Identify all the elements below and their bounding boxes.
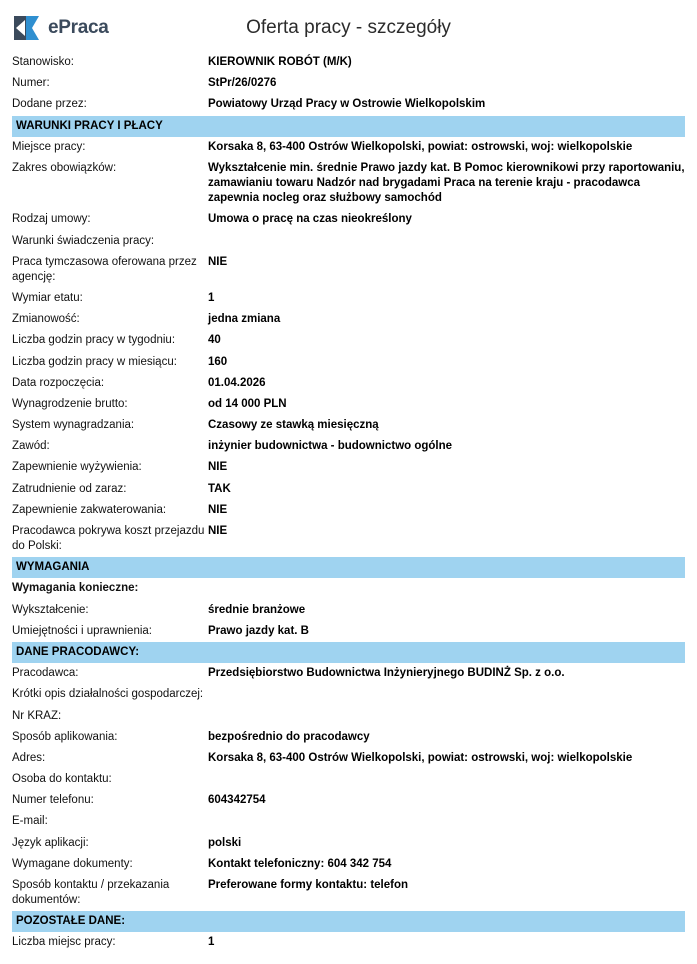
section-header bbox=[12, 642, 685, 663]
table-row bbox=[12, 479, 685, 500]
row-value: Korsaka 8, 63-400 Ostrów Wielkopolski, powiat: ostrowski, woj: wielkopolskie bbox=[208, 140, 633, 153]
table-row bbox=[12, 373, 685, 394]
table-row bbox=[12, 415, 685, 436]
row-label: Data rozpoczęcia: bbox=[12, 376, 105, 389]
row-value bbox=[208, 684, 685, 705]
row-label: Wymiar etatu: bbox=[12, 292, 83, 305]
row-label: Liczba miejsc pracy: bbox=[12, 936, 116, 949]
row-value: polski bbox=[208, 836, 242, 849]
row-label: Umiejętności i uprawnienia: bbox=[12, 624, 152, 637]
row-value: Powiatowy Urząd Pracy w Ostrowie Wielkopolskim bbox=[208, 98, 486, 111]
table-row bbox=[12, 288, 685, 309]
row-label: Zapewnienie zakwaterowania: bbox=[12, 503, 167, 516]
row-value: Preferowane formy kontaktu: telefon bbox=[208, 878, 409, 891]
row-value: Przedsiębiorstwo Budownictwa Inżynieryjnego BUDINŻ Sp. z o.o. bbox=[208, 667, 565, 680]
brand-logo[interactable] bbox=[12, 13, 109, 43]
table-row bbox=[12, 137, 685, 158]
row-value: KIEROWNIK ROBÓT (M/K) bbox=[208, 56, 352, 68]
row-value: TAK bbox=[208, 482, 231, 495]
row-value: Prawo jazdy kat. B bbox=[208, 624, 309, 637]
row-value bbox=[208, 231, 685, 252]
row-label: Numer telefonu: bbox=[12, 794, 94, 807]
brand-prefix: e bbox=[48, 17, 59, 38]
row-label: Liczba godzin pracy w tygodniu: bbox=[12, 334, 176, 347]
row-label: Sposób kontaktu / przekazania dokumentów: bbox=[12, 878, 170, 907]
row-label: System wynagradzania: bbox=[12, 419, 135, 432]
row-label: Adres: bbox=[12, 751, 46, 764]
row-label: Praca tymczasowa oferowana przez agencję: bbox=[12, 255, 197, 283]
row-value: 01.04.2026 bbox=[208, 376, 266, 389]
table-row bbox=[12, 158, 685, 210]
table-row bbox=[12, 684, 685, 705]
section-header bbox=[12, 911, 685, 932]
section-title: POZOSTAŁE DANE: bbox=[12, 911, 685, 932]
row-label: Krótki opis działalności gospodarczej: bbox=[12, 688, 204, 701]
row-value: Kontakt telefoniczny: 604 342 754 bbox=[208, 857, 392, 870]
job-details-table bbox=[12, 52, 685, 954]
row-value: NIE bbox=[208, 255, 228, 268]
row-label: Rodzaj umowy: bbox=[12, 213, 91, 226]
table-row bbox=[12, 706, 685, 727]
row-label: Wykształcenie: bbox=[12, 603, 89, 616]
row-label: Nr KRAZ: bbox=[12, 709, 62, 722]
section-header bbox=[12, 116, 685, 137]
row-label: Pracodawca pokrywa koszt przejazdu do Polski: bbox=[12, 524, 205, 553]
section-title: DANE PRACODAWCY: bbox=[12, 642, 685, 663]
row-value: inżynier budownictwa - budownictwo ogólne bbox=[208, 440, 453, 453]
row-value: Wykształcenie min. średnie Prawo jazdy kat. B Pomoc kierownikowi przy raportowaniu, zamawianiu towaru Nadzór nad brygadami Praca na terenie kraju - pracodawca zapewnia nocleg oraz służbowy samochód bbox=[208, 161, 685, 205]
row-label: Liczba godzin pracy w miesiącu: bbox=[12, 355, 177, 368]
row-value: Czasowy ze stawką miesięczną bbox=[208, 419, 379, 432]
table-row bbox=[12, 231, 685, 252]
row-value: 40 bbox=[208, 334, 221, 347]
row-value bbox=[208, 769, 685, 790]
table-row bbox=[12, 854, 685, 875]
row-label: Wymagane dokumenty: bbox=[12, 857, 133, 870]
row-label: Osoba do kontaktu: bbox=[12, 773, 112, 786]
epraca-logo-icon bbox=[12, 13, 42, 43]
row-label: Pracodawca: bbox=[12, 667, 79, 680]
table-row bbox=[12, 578, 685, 599]
table-row bbox=[12, 457, 685, 478]
row-label: Miejsce pracy: bbox=[12, 140, 86, 153]
table-row bbox=[12, 394, 685, 415]
table-row bbox=[12, 663, 685, 684]
brand-name bbox=[48, 17, 109, 39]
table-row bbox=[12, 727, 685, 748]
row-value: jedna zmiana bbox=[208, 313, 281, 326]
row-label: Stanowisko: bbox=[12, 56, 75, 68]
table-row bbox=[12, 521, 685, 557]
table-row bbox=[12, 352, 685, 373]
table-row bbox=[12, 748, 685, 769]
table-row bbox=[12, 94, 685, 115]
row-label: Warunki świadczenia pracy: bbox=[12, 234, 155, 247]
row-value: 160 bbox=[208, 355, 228, 368]
table-row bbox=[12, 811, 685, 832]
row-value: średnie branżowe bbox=[208, 603, 306, 616]
table-row bbox=[12, 252, 685, 288]
row-label: Sposób aplikowania: bbox=[12, 730, 118, 743]
row-value: bezpośrednio do pracodawcy bbox=[208, 730, 370, 743]
table-row bbox=[12, 932, 685, 953]
row-label: Zawód: bbox=[12, 440, 50, 453]
table-row bbox=[12, 790, 685, 811]
table-row bbox=[12, 833, 685, 854]
page-header bbox=[12, 0, 685, 52]
table-row bbox=[12, 621, 685, 642]
table-row bbox=[12, 309, 685, 330]
table-row bbox=[12, 600, 685, 621]
row-label: E-mail: bbox=[12, 815, 48, 828]
row-value: NIE bbox=[208, 524, 228, 537]
row-value: od 14 000 PLN bbox=[208, 397, 287, 410]
row-value bbox=[208, 811, 685, 832]
row-label: Zapewnienie wyżywienia: bbox=[12, 461, 142, 474]
table-row bbox=[12, 209, 685, 230]
table-row bbox=[12, 769, 685, 790]
row-label: Zmianowość: bbox=[12, 313, 80, 326]
row-label: Język aplikacji: bbox=[12, 836, 89, 849]
table-row bbox=[12, 52, 685, 73]
page-title: Oferta pracy - szczegóły bbox=[246, 17, 451, 38]
section-title: WYMAGANIA bbox=[12, 557, 685, 578]
row-value: 604342754 bbox=[208, 794, 266, 807]
job-details-body bbox=[12, 52, 685, 954]
row-label: Dodane przez: bbox=[12, 98, 87, 111]
row-value: StPr/26/0276 bbox=[208, 77, 277, 90]
row-label: Wynagrodzenie brutto: bbox=[12, 397, 128, 410]
row-label: Zatrudnienie od zaraz: bbox=[12, 482, 127, 495]
row-label: Zakres obowiązków: bbox=[12, 161, 117, 174]
section-header bbox=[12, 557, 685, 578]
table-row bbox=[12, 73, 685, 94]
row-label: Wymagania konieczne: bbox=[12, 582, 139, 595]
row-value: NIE bbox=[208, 503, 228, 516]
table-row bbox=[12, 875, 685, 911]
row-value: Korsaka 8, 63-400 Ostrów Wielkopolski, powiat: ostrowski, woj: wielkopolskie bbox=[208, 751, 633, 764]
row-value: 1 bbox=[208, 936, 215, 949]
table-row bbox=[12, 500, 685, 521]
row-value bbox=[208, 706, 685, 727]
brand-suffix: Praca bbox=[58, 17, 109, 38]
table-row bbox=[12, 330, 685, 351]
row-value: Umowa o pracę na czas nieokreślony bbox=[208, 213, 412, 226]
row-label: Numer: bbox=[12, 77, 50, 90]
row-value: NIE bbox=[208, 461, 228, 474]
table-row bbox=[12, 436, 685, 457]
section-title: WARUNKI PRACY I PŁACY bbox=[12, 116, 685, 137]
row-value: 1 bbox=[208, 292, 215, 305]
